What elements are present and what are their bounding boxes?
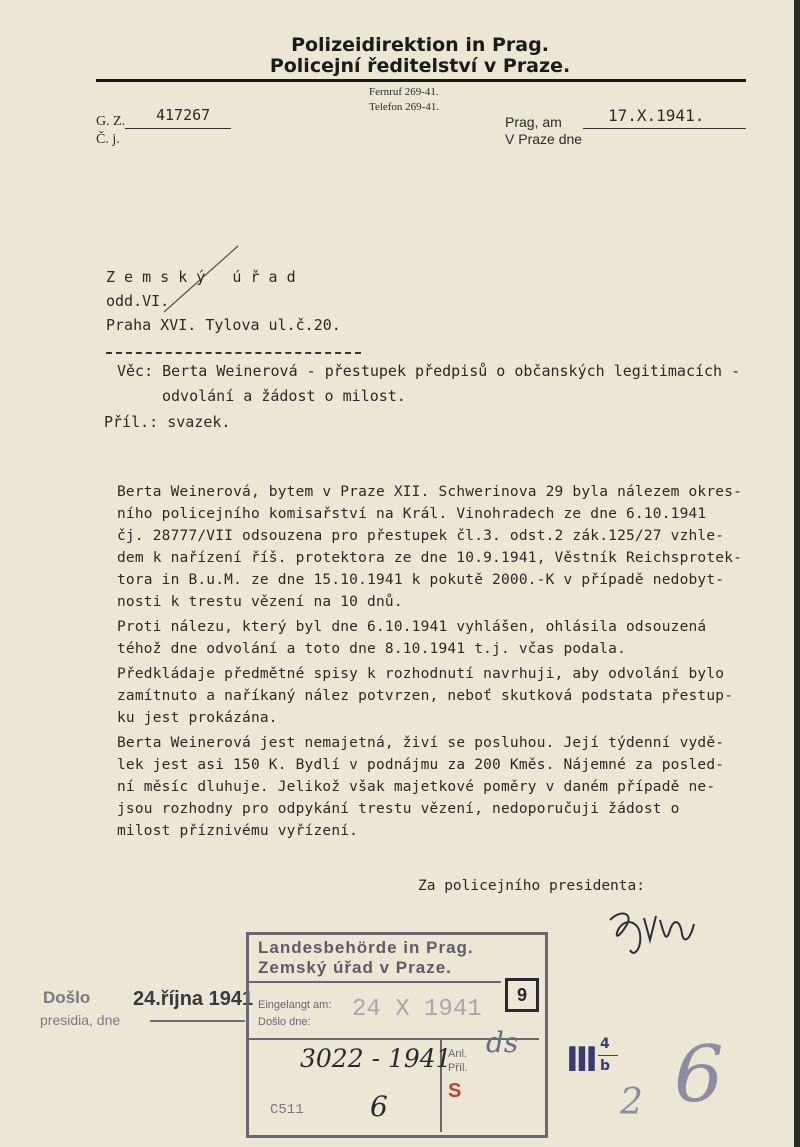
- cj-label: Č. j.: [96, 132, 120, 147]
- body-line-4: dem k nařízení říš. protektora ze dne 10.9.1941, Věstník Reichsprotek-: [117, 550, 743, 566]
- stamp-doslo-label: Došlo dne:: [258, 1016, 311, 1028]
- body-line-11: ku jest prokázána.: [117, 710, 278, 726]
- reference-number: 417267: [156, 106, 211, 124]
- page-edge-shadow: [794, 0, 800, 1147]
- subject-line-1: Věc: Berta Weinerová - přestupek předpisů o občanských legitimacích -: [117, 362, 741, 380]
- left-stamp-doslo: Došlo: [43, 988, 91, 1007]
- stamp-box-number: 9: [505, 978, 539, 1012]
- closing-line: Za policejního presidenta:: [418, 878, 645, 894]
- telefon-label: Telefon 269-41.: [369, 101, 440, 113]
- margin-fraction-bottom: b: [600, 1058, 611, 1074]
- reference-underline: [125, 128, 231, 129]
- stamp-received-date: 24 X 1941: [352, 996, 482, 1023]
- stamp-divider: [249, 981, 501, 983]
- body-line-15: jsou rozhodny pro odpykání trestu vězení, nedoporučuji žádost o: [117, 801, 680, 817]
- body-line-5: tora in B.u.M. ze dne 15.10.1941 k pokutě 2000.-K v případě nedobyt-: [117, 572, 725, 588]
- subject-line-2: odvolání a žádost o milost.: [162, 387, 406, 405]
- left-stamp-underline: [150, 1020, 245, 1022]
- margin-fraction-top: 4: [600, 1036, 610, 1052]
- stamp-bottom-hand-number: 6: [370, 1090, 388, 1123]
- body-line-13: lek jest asi 150 K. Bydlí v podnájmu za 200 Kměs. Nájemné za posled-: [117, 757, 725, 773]
- left-stamp-presidia: presidia, dne: [40, 1012, 121, 1028]
- stamp-anl-label: Anl.: [448, 1048, 467, 1060]
- stamp-pril-label: Příl.: [448, 1062, 468, 1074]
- date-underline: [583, 128, 746, 129]
- body-line-14: ní měsíc dluhuje. Jelikož však majetkové poměry v daném případě ne-: [117, 779, 716, 795]
- margin-big-number-1: 2: [620, 1082, 643, 1123]
- body-line-3: čj. 28777/VII odsouzena pro přestupek čl.3. odst.2 zák.125/27 vzhle-: [117, 528, 725, 544]
- body-line-1: Berta Weinerová, bytem v Praze XII. Schwerinova 29 byla nálezem okres-: [117, 484, 743, 500]
- stamp-eingelangt-label: Eingelangt am:: [258, 999, 332, 1011]
- gz-label: G. Z.: [96, 114, 126, 129]
- body-line-9: Předkládaje předmětné spisy k rozhodnutí navrhuji, aby odvolání bylo: [117, 666, 725, 682]
- signature: [604, 900, 704, 970]
- left-stamp-date: 24.října 1941: [133, 988, 254, 1010]
- letterhead-czech: Policejní ředitelství v Praze.: [269, 55, 571, 77]
- margin-fraction-bar: [598, 1055, 618, 1056]
- recipient-department: odd.VI.: [106, 292, 170, 310]
- body-line-6: nosti k trestu vězení na 10 dnů.: [117, 594, 403, 610]
- stamp-red-s: S: [448, 1080, 462, 1102]
- v-praze-dne-label: V Praze dne: [505, 131, 583, 147]
- body-line-7: Proti nálezu, který byl dne 6.10.1941 vyhlášen, ohlásila odsouzená: [117, 619, 707, 635]
- body-line-10: zamítnuto a naříkaný nález potvrzen, neboť skutková podstata přestup-: [117, 688, 734, 704]
- margin-roman-numeral: III: [566, 1040, 595, 1080]
- stamp-title-czech: Zemský úřad v Praze.: [258, 958, 452, 977]
- body-line-8: téhož dne odvolání a toto dne 8.10.1941 t.j. včas podala.: [117, 641, 626, 657]
- letterhead-rule: [96, 79, 746, 82]
- fernruf-label: Fernruf 269-41.: [369, 86, 439, 98]
- body-line-12: Berta Weinerová jest nemajetná, živí se posluhou. Její týdenní vydě-: [117, 735, 725, 751]
- letter-date: 17.X.1941.: [608, 106, 705, 125]
- letterhead-german: Polizeidirektion in Prag.: [291, 34, 549, 56]
- stamp-file-number: 3022 - 1941: [300, 1044, 452, 1073]
- stamp-blue-scribble: ds: [486, 1026, 519, 1059]
- body-line-2: ního policejního komisařství na Král. Vinohradech ze dne 6.10.1941: [117, 506, 707, 522]
- stamp-title-german: Landesbehörde in Prag.: [258, 938, 474, 957]
- stamp-bottom-code: C511: [270, 1102, 304, 1118]
- pencil-stroke: [150, 240, 250, 320]
- attachment-line: Příl.: svazek.: [104, 413, 231, 431]
- prag-am-label: Prag, am: [505, 114, 562, 130]
- body-line-16: milost příznivému vyřízení.: [117, 823, 359, 839]
- margin-big-number-2: 6: [674, 1030, 724, 1120]
- recipient-address: Praha XVI. Tylova ul.č.20.: [106, 316, 341, 334]
- address-separator: [106, 352, 361, 354]
- recipient-name: Z e m s k ý ú ř a d: [106, 268, 296, 286]
